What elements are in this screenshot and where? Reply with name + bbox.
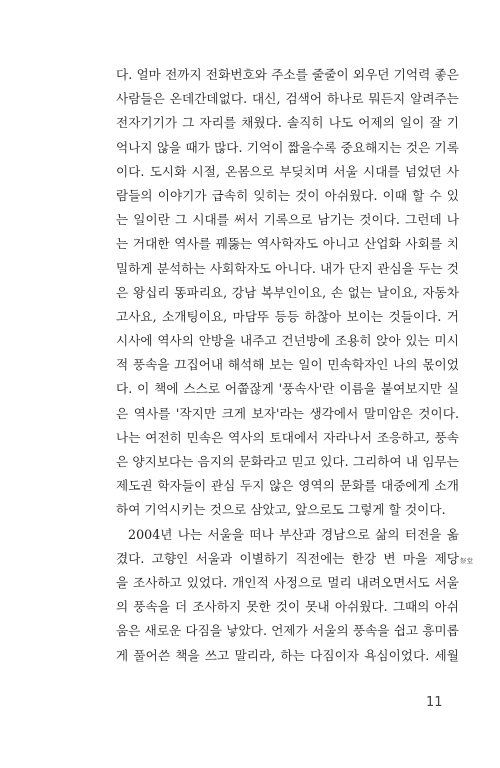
page-number: 11 (426, 695, 443, 710)
text-line: 고사요, 소개팅이요, 마담뚜 등등 하찮아 보이는 것들이다. 거 (116, 308, 459, 324)
text-line: 은 양지보다는 음지의 문화라고 믿고 있다. 그리하여 내 임무는 (116, 454, 459, 469)
text-line: 2004년 나는 서울을 떠나 부산과 경남으로 삶의 터전을 옮 (128, 526, 459, 542)
text-line: 제도권 학자들이 관심 두지 않은 영역의 문화를 대중에게 소개 (116, 478, 459, 494)
text-line: 람들의 이야기가 급속히 잊히는 것이 아쉬웠다. 이때 할 수 있 (116, 187, 459, 203)
text-line: 의 풍속을 더 조사하지 못한 것이 못내 아쉬웠다. 그때의 아쉬 (116, 599, 459, 615)
text-line: 시사에 역사의 안방을 내주고 건넌방에 조용히 앉아 있는 미시 (116, 333, 459, 349)
text-line: 사람들은 온데간데없다. 대신, 검색어 하나로 뭐든지 알려주는 (116, 91, 459, 107)
text-line: 다. 이 책에 스스로 어쭙잖게 '풍속사'란 이름을 붙여보지만 실 (116, 381, 459, 397)
text-line: 다. 얼마 전까지 전화번호와 주소를 줄줄이 외우던 기억력 좋은 (116, 67, 459, 82)
text-line: 움은 새로운 다짐을 낳았다. 언제가 서울의 풍속을 쉽고 흥미롭 (116, 623, 459, 639)
text-line: 이다. 도시화 시절, 온몸으로 부딪치며 서울 시대를 넘었던 사 (116, 163, 459, 179)
text-line: 는 거대한 역사를 꿰뚫는 역사학자도 아니고 산업화 사회를 치 (116, 236, 459, 252)
text-line: 적 풍속을 끄집어내 해석해 보는 일이 민속학자인 나의 몫이었 (116, 357, 459, 373)
body-text (116, 63, 473, 668)
text-line: 억나지 않을 때가 많다. 기억이 짧을수록 중요해지는 것은 기록 (116, 139, 459, 155)
text-line: 은 왕십리 똥파리요, 강남 복부인이요, 손 없는 날이요, 자동차 (116, 284, 459, 300)
annotation-text: 祭堂 (459, 556, 473, 565)
text-line: 을 조사하고 있었다. 개인적 사정으로 멀리 내려오면서도 서울 (116, 574, 459, 590)
text-line-annotated (116, 547, 473, 571)
text-line: 게 풀어쓴 책을 쓰고 말리라, 하는 다짐이자 욕심이었다. 세월 (116, 647, 459, 663)
text-line: 하여 기억시키는 것으로 삼았고, 앞으로도 그렇게 할 것이다. (116, 502, 446, 518)
text-line: 은 역사를 '작지만 크게 보자'라는 생각에서 말미암은 것이다. (116, 405, 459, 421)
text-line: 는 일이란 그 시대를 써서 기록으로 남기는 것이다. 그런데 나 (116, 212, 459, 228)
text-line: 나는 여전히 민속은 역사의 토대에서 자라나서 조응하고, 풍속 (116, 429, 459, 445)
text-segment: 겼다. 고향인 서울과 이별하기 직전에는 한강 변 마을 제당 (116, 550, 459, 566)
text-line: 전자기기가 그 자리를 채웠다. 솔직히 나도 어제의 일이 잘 기 (116, 115, 459, 131)
text-line: 밀하게 분석하는 사회학자도 아니다. 내가 단지 관심을 두는 것 (116, 260, 459, 276)
